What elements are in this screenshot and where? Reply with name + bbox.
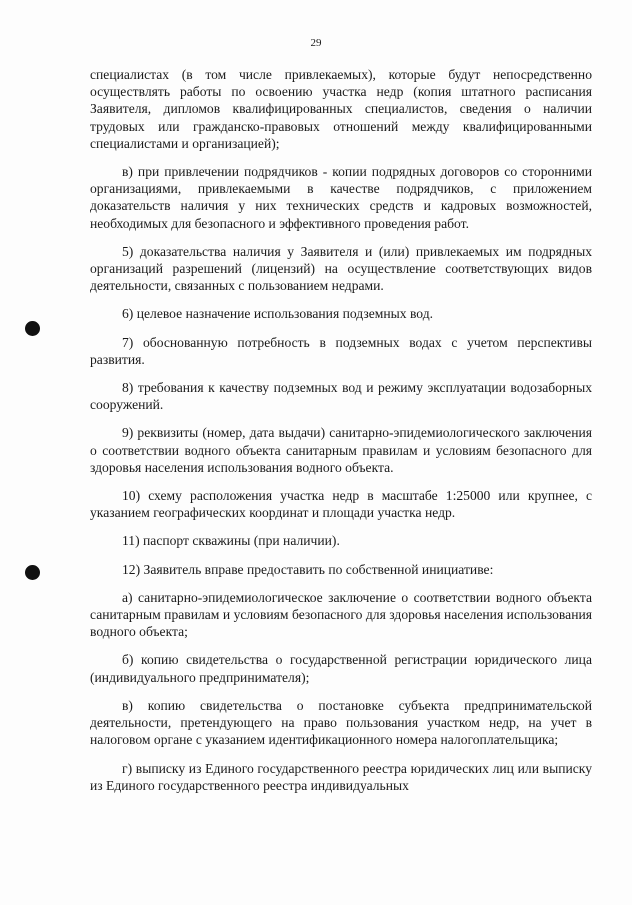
page-number: 29 [310,37,322,49]
paragraph-item-12b: б) копию свидетельства о государственной регистрации юридического лица (индивидуального предпринимателя); [90,652,592,685]
punch-hole-mark [25,565,40,580]
paragraph-item-12g: г) выписку из Единого государственного реестра юридических лиц или выписку из Единого государственного реестра индивидуальных [90,760,592,793]
paragraph-item-8: 8) требования к качеству подземных вод и режиму эксплуатации водозаборных сооружений. [90,380,592,413]
paragraph-item-11: 11) паспорт скважины (при наличии). [122,533,340,549]
paragraph-item-9: 9) реквизиты (номер, дата выдачи) санитарно-эпидемиологического заключения о соответствии водного объекта санитарным правилам и условиям безопасного для здоровья населения использования водного объекта. [90,425,592,475]
paragraph-item-12v: в) копию свидетельства о постановке субъекта предпринимательской деятельности, претендующего на право пользования участком недр, на учет в налоговом органе с указанием идентификационного номера налогоплательщика; [90,697,592,748]
paragraph-item-12a: а) санитарно-эпидемиологическое заключение о соответствии водного объекта санитарным правилам и условиям безопасного для здоровья населения использования водного объекта; [90,589,592,640]
paragraph-item-5: 5) доказательства наличия у Заявителя и (или) привлекаемых им подрядных организаций разрешений (лицензий) на осуществление соответствующих видов деятельности, связанных с пользованием недрами. [90,243,592,294]
document-body [90,66,592,794]
paragraph-item-6: 6) целевое назначение использования подземных вод. [122,306,434,322]
paragraph-item-10: 10) схему расположения участка недр в масштабе 1:25000 или крупнее, с указанием географических координат и площади участка недр. [90,488,592,521]
punch-hole-mark [25,321,40,336]
paragraph-item-12: 12) Заявитель вправе предоставить по собственной инициативе: [122,561,494,577]
paragraph-item-7: 7) обоснованную потребность в подземных водах с учетом перспективы развития. [90,334,592,367]
paragraph-contractors: в) при привлечении подрядчиков - копии подрядных договоров со сторонними организациями, привлекаемыми в качестве подрядчиков, с приложением доказательств наличия у них технических средств и кадровых возможностей, необходимых для безопасного и эффективного проведения работ. [90,164,592,231]
paragraph-qualified-specialists: специалистах (в том числе привлекаемых), которые будут непосредственно осуществлять работы по освоению участка недр (копия штатного расписания Заявителя, дипломов квалифицированных специалистов, сведения о наличии трудовых или гражданско-правовых отношений между квалифицированными специалистами и организацией); [90,67,592,151]
